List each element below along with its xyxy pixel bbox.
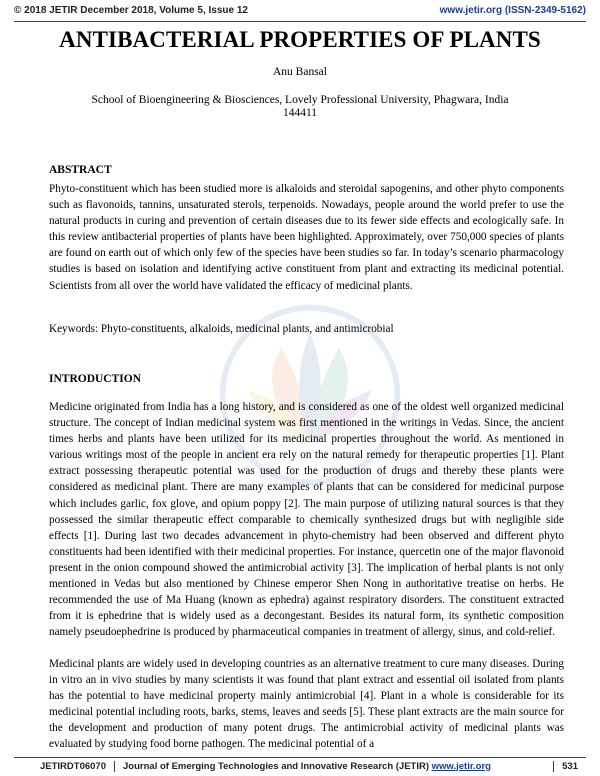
affiliation-postal-code: 144411	[282, 107, 318, 119]
author-name: Anu Bansal	[273, 66, 327, 78]
introduction-paragraph-2: Medicinal plants are widely used in developing countries as an alternative treatment to cure many diseases. During in vitro an in vivo studies by many scientists it was found that plant extract and essential oil isolated from plants has the potential to have medicinal property mainly antimicrobial [4]. Plant in a whole is considerable for its medicinal potential including roots, barks, stems, leaves and seeds [5]. These plant extracts are the main source for the development and production of many potent drugs. The antimicrobial activity of medicinal plants was evaluated by studying food borne pathogen. The medicinal potential of a	[49, 658, 564, 751]
header-journal-link[interactable]: www.jetir.org (ISSN-2349-5162)	[439, 5, 586, 16]
paper-title: ANTIBACTERIAL PROPERTIES OF PLANTS	[59, 27, 541, 52]
footer-article-code: JETIRDT06070	[14, 761, 115, 772]
introduction-paragraph-1: Medicine originated from India has a long history, and is considered as one of the oldest well organized medicinal structure. The concept of Indian medicinal system was first mentioned in the writings in Vedas. Since, the ancient times herbs and plants have been utilized for its medicinal properties throughout the world. As mentioned in various writings most of the people in ancient era rely on the natural remedy for therapeutic properties [1]. Plant extract possessing therapeutic potential was used for the production of drugs and thereby these plants were considered as medicinal plant. There are many examples of plants that can be considered for medicinal purpose which includes garlic, fox glove, and opium poppy [2]. The main purpose of utilizing natural sources is that they possessed the similar therapeutic effect comparable to chemically synthesized drugs but with negligible side effects [1]. During last two decades advancement in phyto-chemistry had been observed and different phyto constituents had been identified with their medicinal properties. For instance, quercetin one of the major flavonoid present in the onion compound showed the antimicrobial activity [3]. The implication of herbal plants is not only mentioned in Vedas but also mentioned by Chinese emperor Shen Nong in authoritative treatise on herbs. He recommended the use of Ma Huang (known as ephedra) against respiratory disorders. The constituent extracted from it is ephedrine that is widely used as a decongestant. Besides its natural form, its synthetic composition namely pseudoephedrine is produced by pharmaceutical companies in treatment of allergy, sinus, and cold-relief.	[49, 401, 564, 639]
author-affiliation	[60, 94, 540, 120]
footer-journal-link[interactable]: www.jetir.org	[431, 760, 491, 772]
affiliation-line: School of Bioengineering & Biosciences, Lovely Professional University, Phagwara, India	[91, 94, 509, 106]
keywords: Keywords: Phyto-constituents, alkaloids, medicinal plants, and antimicrobial	[49, 323, 394, 335]
footer-journal	[115, 761, 553, 772]
introduction-heading: INTRODUCTION	[49, 373, 142, 385]
page-footer	[14, 757, 586, 774]
page-number: 531	[553, 761, 586, 772]
footer-journal-name: Journal of Emerging Technologies and Innovative Research (JETIR)	[123, 760, 430, 772]
abstract-text: Phyto-constituent which has been studied more is alkaloids and steroidal sapogenins, and other phyto components such as flavonoids, tannins, unsaturated sterols, terpenoids. Nowadays, people around the world prefer to use the natural products in curing and prevention of certain diseases due to its fewer side effects and ecologically safe. In this review antibacterial properties of plants have been highlighted. Approximately, over 750,000 species of plants are found on earth out of which only few of the species have been studies so far. In today’s scenario pharmacology studies is based on isolation and identifying active constituent from plant and extracting its medicinal potential. Scientists from all over the world have validated the efficacy of medicinal plants.	[49, 183, 564, 292]
header-issue-info: © 2018 JETIR December 2018, Volume 5, Issue 12	[14, 5, 248, 16]
abstract-heading: ABSTRACT	[49, 164, 112, 176]
page-header	[14, 0, 586, 22]
